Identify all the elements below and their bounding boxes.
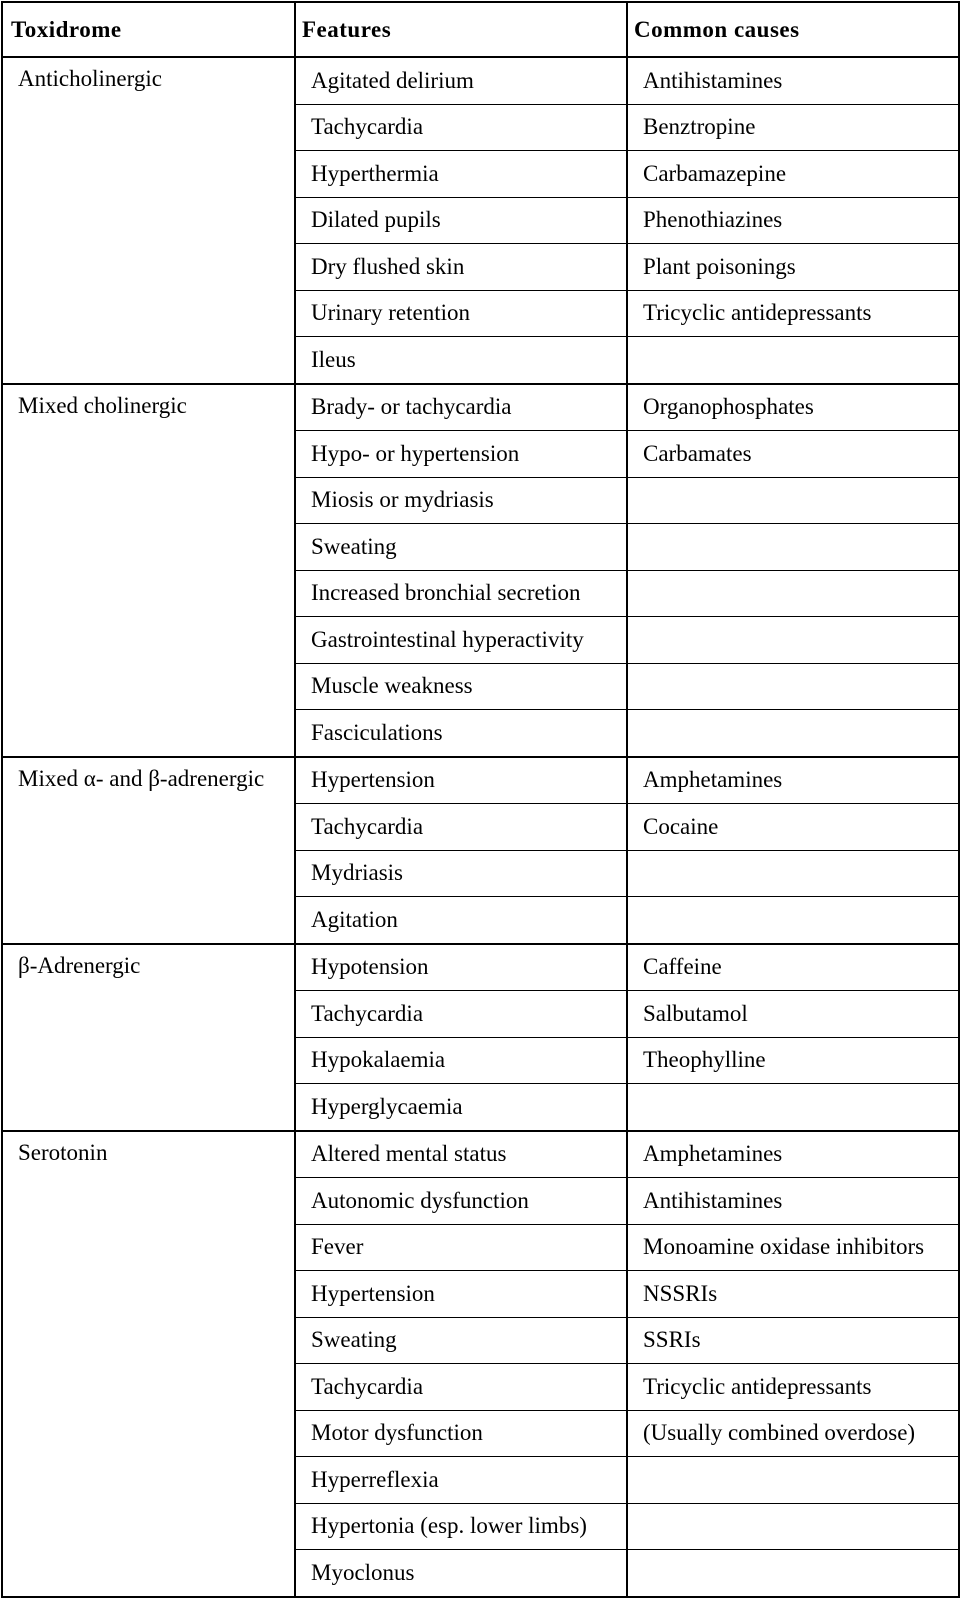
cause-cell <box>627 850 959 897</box>
cause-cell: (Usually combined overdose) <box>627 1410 959 1457</box>
feature-cell: Muscle weakness <box>295 663 627 710</box>
cause-cell: Plant poisonings <box>627 244 959 291</box>
cause-cell: Antihistamines <box>627 57 959 104</box>
table-row <box>2 57 959 104</box>
cause-cell <box>627 570 959 617</box>
cause-cell <box>627 1457 959 1504</box>
toxidrome-cell: Mixed cholinergic <box>2 384 295 757</box>
toxidrome-cell: Serotonin <box>2 1131 295 1597</box>
feature-cell: Hypertonia (esp. lower limbs) <box>295 1503 627 1550</box>
cause-cell: Salbutamol <box>627 991 959 1038</box>
cause-cell <box>627 1550 959 1597</box>
feature-cell: Tachycardia <box>295 991 627 1038</box>
cause-cell: Carbamates <box>627 431 959 478</box>
feature-cell: Mydriasis <box>295 850 627 897</box>
cause-cell: SSRIs <box>627 1317 959 1364</box>
cause-cell: Theophylline <box>627 1037 959 1084</box>
feature-cell: Altered mental status <box>295 1131 627 1178</box>
feature-cell: Increased bronchial secretion <box>295 570 627 617</box>
feature-cell: Tachycardia <box>295 1364 627 1411</box>
cause-cell <box>627 1503 959 1550</box>
cause-cell: Amphetamines <box>627 757 959 804</box>
feature-cell: Sweating <box>295 524 627 571</box>
toxidrome-cell: β-Adrenergic <box>2 944 295 1131</box>
table-row <box>2 757 959 804</box>
feature-cell: Hypertension <box>295 1271 627 1318</box>
feature-cell: Motor dysfunction <box>295 1410 627 1457</box>
feature-cell: Hyperglycaemia <box>295 1084 627 1131</box>
feature-cell: Tachycardia <box>295 104 627 151</box>
feature-cell: Tachycardia <box>295 804 627 851</box>
feature-cell: Hypo- or hypertension <box>295 431 627 478</box>
feature-cell: Autonomic dysfunction <box>295 1178 627 1225</box>
table-row <box>2 384 959 431</box>
feature-cell: Agitated delirium <box>295 57 627 104</box>
cause-cell: Carbamazepine <box>627 151 959 198</box>
feature-cell: Hyperreflexia <box>295 1457 627 1504</box>
cause-cell <box>627 663 959 710</box>
toxidrome-table <box>1 1 960 1598</box>
header-features: Features <box>295 2 627 57</box>
feature-cell: Hyperthermia <box>295 151 627 198</box>
feature-cell: Gastrointestinal hyperactivity <box>295 617 627 664</box>
feature-cell: Brady- or tachycardia <box>295 384 627 431</box>
cause-cell <box>627 897 959 944</box>
feature-cell: Fasciculations <box>295 710 627 757</box>
toxidrome-cell: Anticholinergic <box>2 57 295 384</box>
cause-cell: Tricyclic antidepressants <box>627 1364 959 1411</box>
cause-cell <box>627 617 959 664</box>
toxidrome-table-container <box>1 1 958 1598</box>
feature-cell: Sweating <box>295 1317 627 1364</box>
cause-cell: Organophosphates <box>627 384 959 431</box>
cause-cell: Monoamine oxidase inhibitors <box>627 1224 959 1271</box>
feature-cell: Dry flushed skin <box>295 244 627 291</box>
feature-cell: Dilated pupils <box>295 197 627 244</box>
feature-cell: Miosis or mydriasis <box>295 477 627 524</box>
feature-cell: Urinary retention <box>295 290 627 337</box>
cause-cell: Cocaine <box>627 804 959 851</box>
cause-cell: Phenothiazines <box>627 197 959 244</box>
cause-cell <box>627 710 959 757</box>
cause-cell: Amphetamines <box>627 1131 959 1178</box>
table-row <box>2 944 959 991</box>
cause-cell: NSSRIs <box>627 1271 959 1318</box>
cause-cell: Caffeine <box>627 944 959 991</box>
header-common-causes: Common causes <box>627 2 959 57</box>
feature-cell: Myoclonus <box>295 1550 627 1597</box>
cause-cell: Benztropine <box>627 104 959 151</box>
feature-cell: Agitation <box>295 897 627 944</box>
feature-cell: Hypotension <box>295 944 627 991</box>
cause-cell <box>627 477 959 524</box>
table-row <box>2 1131 959 1178</box>
cause-cell: Tricyclic antidepressants <box>627 290 959 337</box>
header-row <box>2 2 959 57</box>
cause-cell: Antihistamines <box>627 1178 959 1225</box>
header-toxidrome: Toxidrome <box>2 2 295 57</box>
toxidrome-cell: Mixed α- and β-adrenergic <box>2 757 295 944</box>
cause-cell <box>627 337 959 384</box>
feature-cell: Ileus <box>295 337 627 384</box>
cause-cell <box>627 1084 959 1131</box>
feature-cell: Hypokalaemia <box>295 1037 627 1084</box>
feature-cell: Fever <box>295 1224 627 1271</box>
cause-cell <box>627 524 959 571</box>
table-body <box>2 57 959 1597</box>
feature-cell: Hypertension <box>295 757 627 804</box>
